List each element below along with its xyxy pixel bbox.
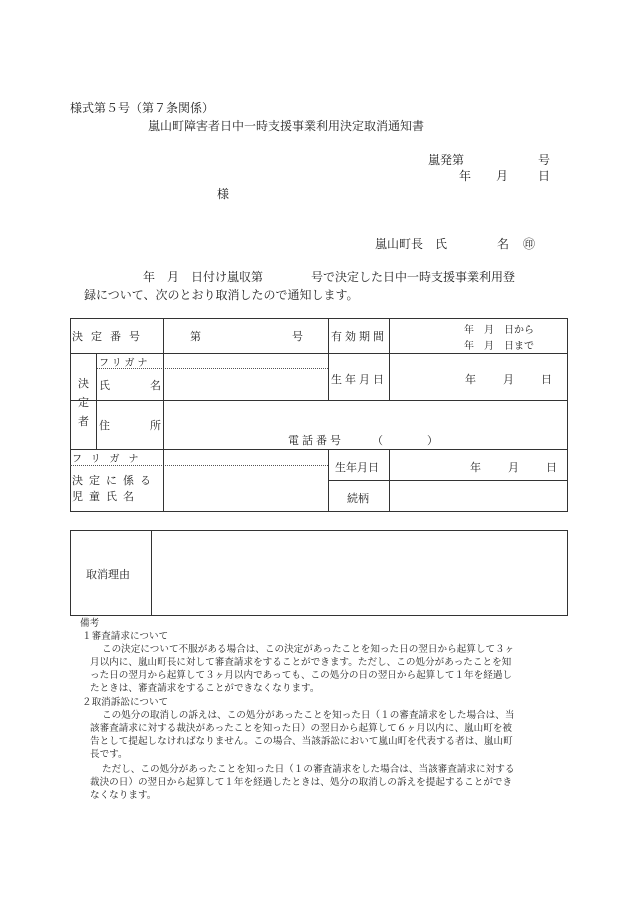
- notes-item1-line: った日の翌月から起算して３ヶ月以内であっても、この処分の日の翌日から起算して１年を経過し: [90, 670, 513, 681]
- birth-year: 年: [465, 373, 476, 386]
- doc-number-prefix: 嵐発第: [428, 153, 465, 167]
- decision-number-label: 決定番号: [72, 330, 148, 343]
- child-label-line2: 児童氏名: [72, 490, 140, 503]
- issue-date-month: 月: [496, 169, 509, 183]
- child-birth-month: 月: [508, 461, 519, 474]
- relation-label: 続柄: [347, 492, 369, 505]
- notes-item1-line: たときは、審査請求をすることができなくなります。: [90, 683, 320, 694]
- issuer-title: 嵐山町長 氏: [375, 237, 448, 251]
- valid-from: 年 月 日から: [464, 325, 534, 336]
- notes-item2-line: 告として提起しなければなりません。この場合、当該訴訟において嵐山町を代表する者は、嵐山町: [90, 736, 513, 747]
- address-label-char2: 所: [150, 419, 161, 432]
- phone-label: 電話番号: [288, 434, 344, 447]
- child-birth-day: 日: [546, 461, 557, 474]
- issue-date-day: 日: [538, 169, 551, 183]
- decided-person-char2: 定: [78, 396, 89, 409]
- notes-item2-line: なくなります。: [90, 790, 157, 801]
- notes-item2-line: この処分の取消しの訴えは、この処分があったことを知った日（１の審査請求をした場合は、当: [102, 710, 515, 721]
- issue-date-year: 年: [459, 169, 472, 183]
- name-label-char2: 名: [150, 379, 161, 392]
- notes-item2-line: 該審査請求に対する裁決があったことを知った日）の翌日から起算して６ヶ月以内に、嵐山町を被: [90, 723, 513, 734]
- addressee-suffix: 様: [217, 187, 230, 201]
- notes-heading: 備考: [80, 618, 100, 629]
- notes-item2-line: 裁決の日）の翌日から起算して１年を経過したときは、処分の取消しの訴えを提起することができ: [90, 777, 513, 788]
- notes-item1-line: 月以内に、嵐山町長に対して審査請求をすることができます。ただし、この処分があったことを知: [90, 657, 512, 668]
- furigana-label: フリガナ: [99, 358, 151, 369]
- decision-number-prefix: 第: [190, 330, 201, 343]
- child-birth-year: 年: [470, 461, 481, 474]
- name-label-char1: 氏: [99, 379, 110, 392]
- child-furigana-label: フリガナ: [72, 454, 148, 465]
- notes-item2-line: 長です。: [90, 749, 128, 760]
- child-label-line1: 決定に係る: [72, 474, 157, 487]
- birth-day: 日: [541, 373, 552, 386]
- issuer-name-label: 名: [497, 237, 510, 251]
- cancel-reason-label: 取消理由: [86, 568, 130, 581]
- decided-person-char1: 決: [78, 377, 89, 390]
- notes-item1-title: １審査請求について: [82, 631, 169, 642]
- body-text-line2: 録について、次のとおり取消したので通知します。: [84, 288, 359, 302]
- decision-number-suffix: 号: [292, 330, 303, 343]
- decided-person-char3: 者: [78, 415, 89, 428]
- address-label-char1: 住: [99, 419, 110, 432]
- valid-to: 年 月 日まで: [464, 341, 534, 352]
- child-birth-label: 生年月日: [335, 461, 379, 474]
- notes-item2-title: ２取消訴訟について: [82, 697, 169, 708]
- birth-date-label: 生年月日: [331, 373, 387, 386]
- document-title: 嵐山町障害者日中一時支援事業利用決定取消通知書: [148, 119, 425, 133]
- valid-period-label: 有効期間: [331, 330, 387, 343]
- birth-month: 月: [503, 373, 514, 386]
- body-text-line1: 年 月 日付け嵐収第 号で決定した日中一時支援事業利用登: [143, 270, 516, 284]
- seal-mark: ㊞: [523, 237, 536, 251]
- doc-number-suffix: 号: [538, 153, 551, 167]
- form-number: 様式第５号（第７条関係）: [70, 101, 215, 115]
- phone-paren: （ ）: [372, 434, 438, 447]
- notes-item1-line: この決定について不服がある場合は、この決定があったことを知った日の翌日から起算して３ヶ: [102, 644, 515, 655]
- notes-item2-line: ただし、この処分があったことを知った日（１の審査請求をした場合は、当該審査請求に対する: [102, 764, 515, 775]
